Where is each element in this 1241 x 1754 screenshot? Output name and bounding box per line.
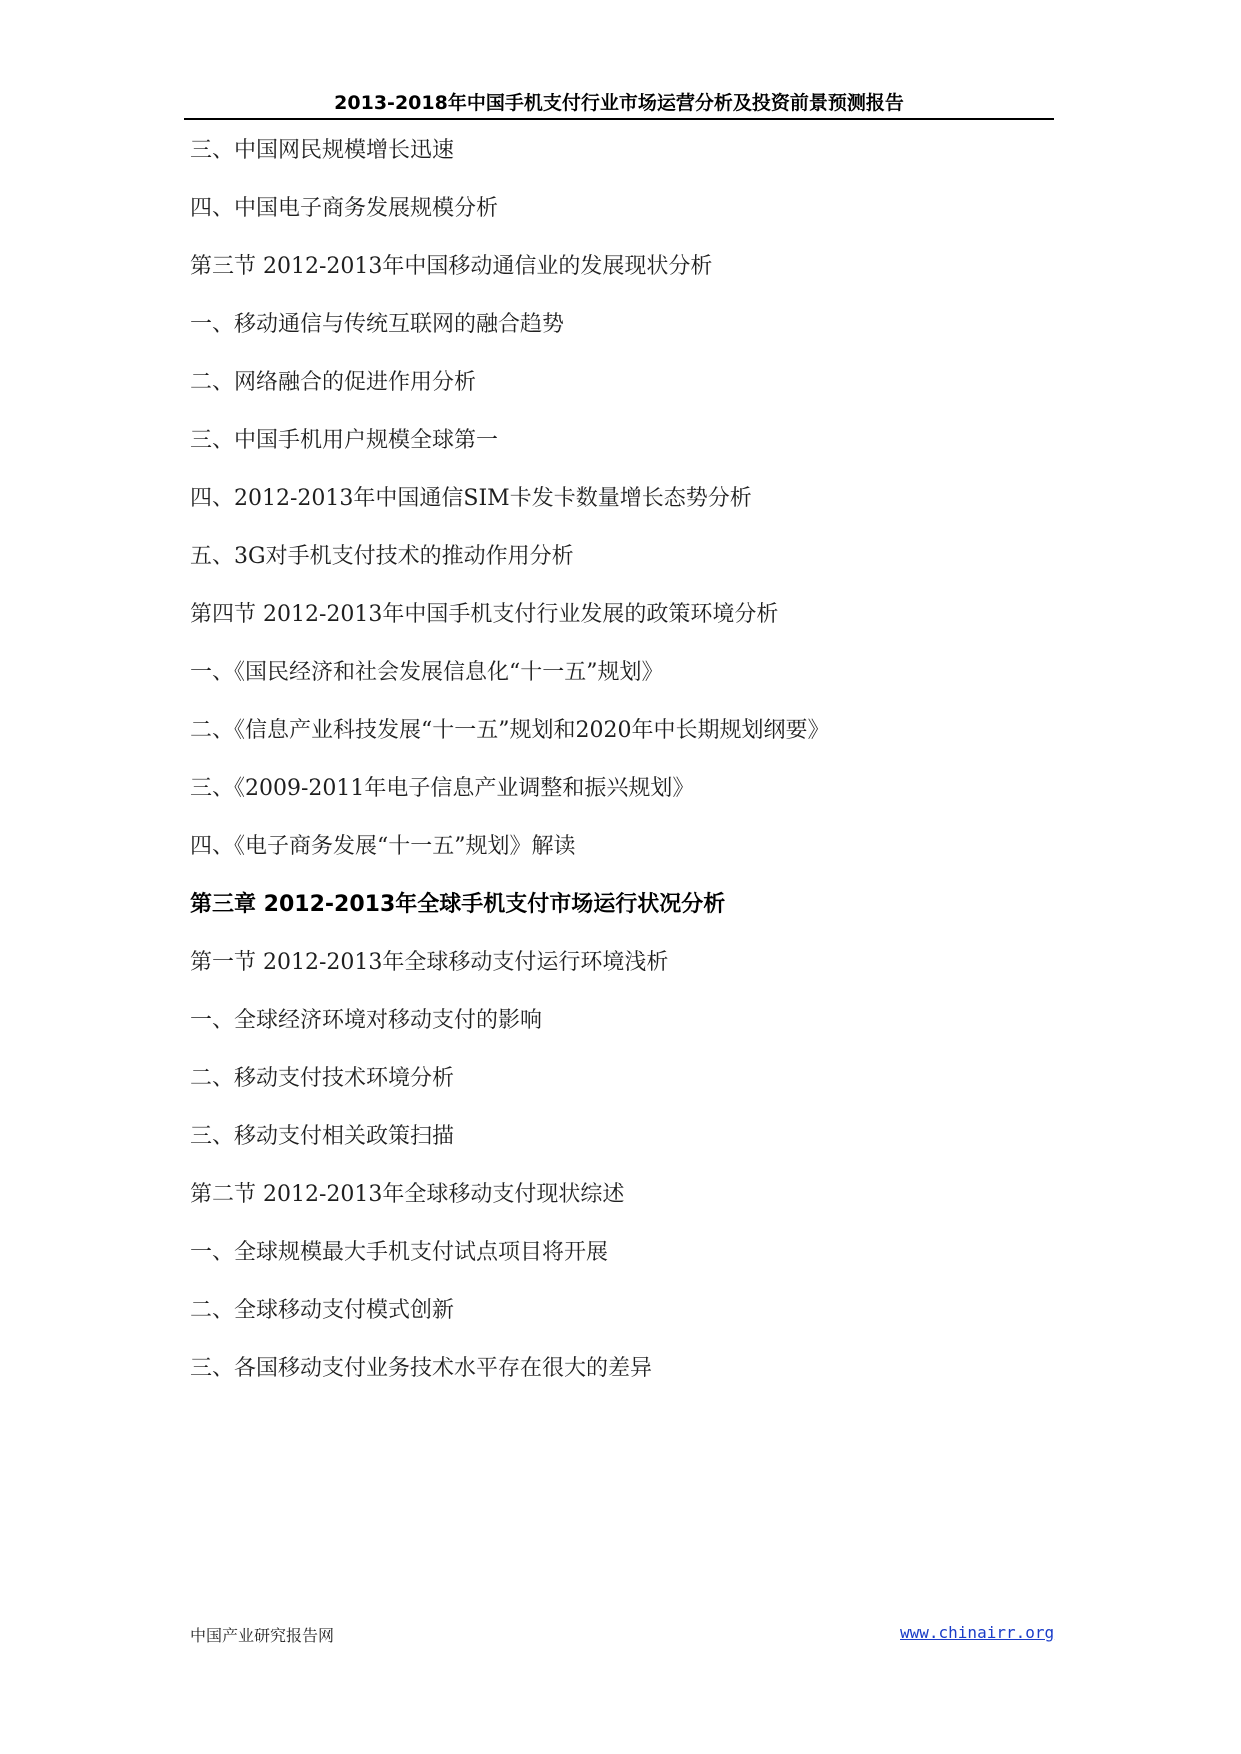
toc-item: 三、中国手机用户规模全球第一 [190, 428, 499, 453]
toc-item: 一、全球经济环境对移动支付的影响 [190, 1008, 543, 1033]
toc-item: 一、《国民经济和社会发展信息化“十一五”规划》 [190, 660, 664, 685]
toc-item: 二、全球移动支付模式创新 [190, 1298, 455, 1323]
toc-item: 二、移动支付技术环境分析 [190, 1066, 455, 1091]
toc-item: 三、《2009-2011年电子信息产业调整和振兴规划》 [190, 776, 695, 801]
toc-item: 四、《电子商务发展“十一五”规划》解读 [190, 834, 576, 859]
toc-section-heading: 第四节 2012-2013年中国手机支付行业发展的政策环境分析 [190, 602, 779, 627]
toc-item: 三、各国移动支付业务技术水平存在很大的差异 [190, 1356, 653, 1381]
toc-item: 五、3G对手机支付技术的推动作用分析 [190, 544, 574, 569]
toc-item: 三、中国网民规模增长迅速 [190, 138, 455, 163]
toc-item: 四、2012-2013年中国通信SIM卡发卡数量增长态势分析 [190, 486, 752, 511]
page-header-title: 2013-2018年中国手机支付行业市场运营分析及投资前景预测报告 [334, 92, 904, 114]
footer-site-name: 中国产业研究报告网 [190, 1626, 335, 1645]
toc-item: 三、移动支付相关政策扫描 [190, 1124, 455, 1149]
toc-item: 一、全球规模最大手机支付试点项目将开展 [190, 1240, 609, 1265]
toc-section-heading: 第二节 2012-2013年全球移动支付现状综述 [190, 1182, 625, 1207]
toc-section-heading: 第一节 2012-2013年全球移动支付运行环境浅析 [190, 950, 669, 975]
footer-website-link[interactable]: www.chinairr.org [900, 1623, 1055, 1642]
toc-item: 二、《信息产业科技发展“十一五”规划和2020年中长期规划纲要》 [190, 718, 830, 743]
toc-item: 一、移动通信与传统互联网的融合趋势 [190, 312, 565, 337]
toc-chapter-heading: 第三章 2012-2013年全球手机支付市场运行状况分析 [190, 892, 726, 917]
toc-item: 二、网络融合的促进作用分析 [190, 370, 477, 395]
toc-item: 四、中国电子商务发展规模分析 [190, 196, 499, 221]
header-divider [184, 118, 1054, 120]
toc-section-heading: 第三节 2012-2013年中国移动通信业的发展现状分析 [190, 254, 713, 279]
